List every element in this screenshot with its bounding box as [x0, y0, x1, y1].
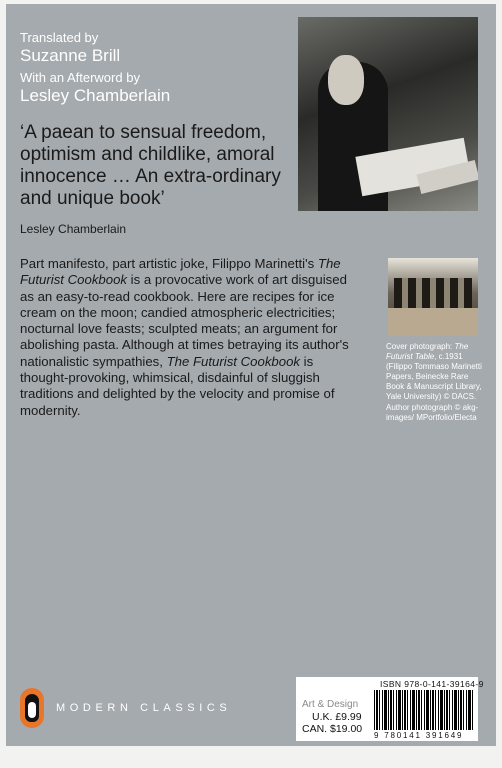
barcode-digits: 9 780141 391649 [374, 731, 464, 740]
blurb-part-2: is a provocative work of art disguised as an easy-to-read cookbook. Here are recipes for ice cream on the moon; candied atmospheric electricities; nocturnal love feasts; sculpted meats; an argument for abolishing pasta. Although at times betraying its author's nationalistic sympathies, [20, 272, 349, 369]
barcode [374, 690, 474, 730]
quote-attribution: Lesley Chamberlain [20, 222, 127, 236]
diners-figures [394, 278, 472, 312]
review-quote: ‘A paean to sensual freedom, optimism and childlike, amoral innocence … An extra-ordinary and unique book’ [20, 122, 281, 209]
author-photograph [298, 17, 478, 211]
isbn-label: ISBN 978-0-141-39164-9 [380, 679, 484, 689]
translated-by-label: Translated by [20, 30, 99, 45]
blurb-title-1: The Futurist Cookbook [20, 256, 341, 288]
translator-name: Suzanne Brill [20, 46, 121, 65]
author-face [328, 55, 364, 105]
penguin-logo-icon [20, 688, 44, 728]
blurb-title-2: The Futurist Cookbook [166, 353, 301, 369]
photo-credit-title: The Futurist Table [386, 342, 469, 362]
category-label: Art & Design [302, 699, 359, 710]
afterword-label: With an Afterword by [20, 70, 140, 85]
photo-credit-lead: Cover photograph: [386, 342, 455, 351]
canada-price: CAN. $19.00 [302, 723, 363, 735]
back-cover [6, 4, 496, 746]
uk-price: U.K. £9.99 [312, 711, 362, 723]
blurb-part-1: Part manifesto, part artistic joke, Filippo Marinetti's [20, 256, 318, 271]
blurb-part-3: is thought-provoking, whimsical, disdainful of sluggish traditions and delighted by the velocity and promise of modernity. [20, 353, 335, 418]
photo-credit [386, 342, 482, 423]
dinner-table [388, 308, 478, 336]
series-name: MODERN CLASSICS [56, 702, 232, 714]
penguin-belly [28, 702, 36, 718]
book-blurb [20, 256, 350, 419]
credits [20, 30, 170, 110]
barcode-panel [296, 677, 484, 741]
photo-credit-rest: , c.1931 (Filippo Tommaso Marinetti Papers, Beinecke Rare Book & Manuscript Library, Yale University) © DACS. Author photograph © akg-images/ MPortfolio/Electa [386, 352, 482, 422]
afterword-author-name: Lesley Chamberlain [20, 86, 171, 105]
cover-photograph-thumbnail [388, 258, 478, 336]
